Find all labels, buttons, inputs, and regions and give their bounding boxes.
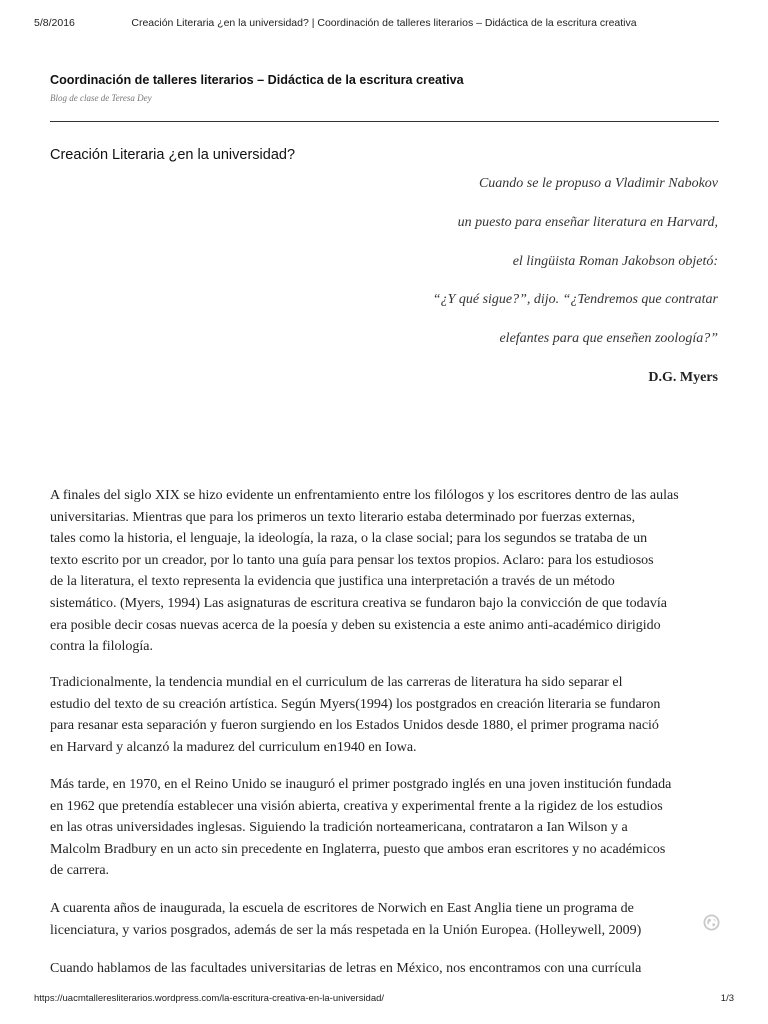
text-line: universitarias. Mientras que para los primeros un texto literario estaba determinado por fuerzas externas, <box>50 509 636 525</box>
text-line: de carrera. <box>50 863 110 879</box>
text-line: texto escrito por un creador, por lo tanto una guía para pensar los textos propios. Aclaro: para los estudiosos <box>50 552 654 568</box>
print-footer <box>34 993 734 1007</box>
text-line: Más tarde, en 1970, en el Reino Unido se inauguró el primer postgrado inglés en una joven institución fundada <box>50 777 672 792</box>
header-divider <box>50 121 719 122</box>
text-line: Malcolm Bradbury en un acto sin precedente en Inglaterra, puesto que ambos eran escritores y no académicos <box>50 841 666 857</box>
paragraph <box>50 898 726 941</box>
epigraph-line: “¿Y qué sigue?”, dijo. “¿Tendremos que contratar <box>432 292 718 307</box>
page-url[interactable]: https://uacmtalleresliterarios.wordpress.com/la-escritura-creativa-en-la-universidad/ <box>34 993 385 1004</box>
blog-title[interactable]: Coordinación de talleres literarios – Didáctica de la escritura creativa <box>50 73 464 87</box>
text-line: era posible decir cosas nuevas acerca de la poesía y deben su existencia a este animo anti-académico dirigido <box>50 617 661 633</box>
text-line: en 1962 que pretendía establecer una visión abierta, creativa y experimental frente a la rigidez de los estudios <box>50 798 663 814</box>
text-line: estudio del texto de su creación artística. Según Myers(1994) los postgrados en creación literaria se fundaron <box>50 696 661 712</box>
text-line: sistemático. (Myers, 1994) Las asignaturas de escritura creativa se fundaron bajo la convicción de que todavía <box>50 595 667 611</box>
text-line: de la literatura, el texto representa la evidencia que justifica una interpretación a través de un método <box>50 574 615 590</box>
text-line: en Harvard y alcanzó la madurez del curriculum en1940 en Iowa. <box>50 739 417 755</box>
text-line: tales como la historia, el lenguaje, la ideología, la raza, o la clase social; para los segundos se trataba de un <box>50 531 648 547</box>
page-number: 1/3 <box>720 993 734 1004</box>
blog-subtitle: Blog de clase de Teresa Dey <box>50 93 152 103</box>
print-date: 5/8/2016 <box>34 17 75 29</box>
epigraph-line: elefantes para que enseñen zoología?” <box>499 331 718 346</box>
paragraph <box>50 958 726 980</box>
text-line: en las otras universidades inglesas. Siguiendo la tradición norteamericana, contrataron a Ian Wilson y a <box>50 820 628 836</box>
globe-icon[interactable] <box>703 914 720 931</box>
text-line: contra la filología. <box>50 639 154 655</box>
paragraph <box>50 485 726 658</box>
text-line: licenciatura, y varios posgrados, además de ser la más respetada en la Unión Europea. (Holleywell, 2009) <box>50 922 642 938</box>
text-line: Tradicionalmente, la tendencia mundial en el curriculum de las carreras de literatura ha sido separar el <box>50 675 623 690</box>
print-page-title: Creación Literaria ¿en la universidad? | Coordinación de talleres literarios – Didáctica de la escritura creativa <box>131 17 637 29</box>
epigraph-author: D.G. Myers <box>648 370 718 385</box>
post-title: Creación Literaria ¿en la universidad? <box>50 147 296 163</box>
text-line: para resanar esta separación y fueron surgiendo en los Estados Unidos desde 1880, el primer programa nació <box>50 718 659 734</box>
text-line: Cuando hablamos de las facultades universitarias de letras en México, nos encontramos con una currícula <box>50 961 642 976</box>
epigraph-line: un puesto para enseñar literatura en Harvard, <box>457 215 718 230</box>
text-line: A finales del siglo XIX se hizo evidente un enfrentamiento entre los filólogos y los escritores dentro de las aulas <box>50 488 679 503</box>
epigraph-line: Cuando se le propuso a Vladimir Nabokov <box>478 176 718 191</box>
print-header <box>34 17 734 31</box>
epigraph-line: el lingüista Roman Jakobson objetó: <box>512 254 718 269</box>
paragraph <box>50 774 726 882</box>
text-line: A cuarenta años de inaugurada, la escuela de escritores de Norwich en East Anglia tiene un programa de <box>50 901 634 916</box>
paragraph <box>50 672 726 758</box>
